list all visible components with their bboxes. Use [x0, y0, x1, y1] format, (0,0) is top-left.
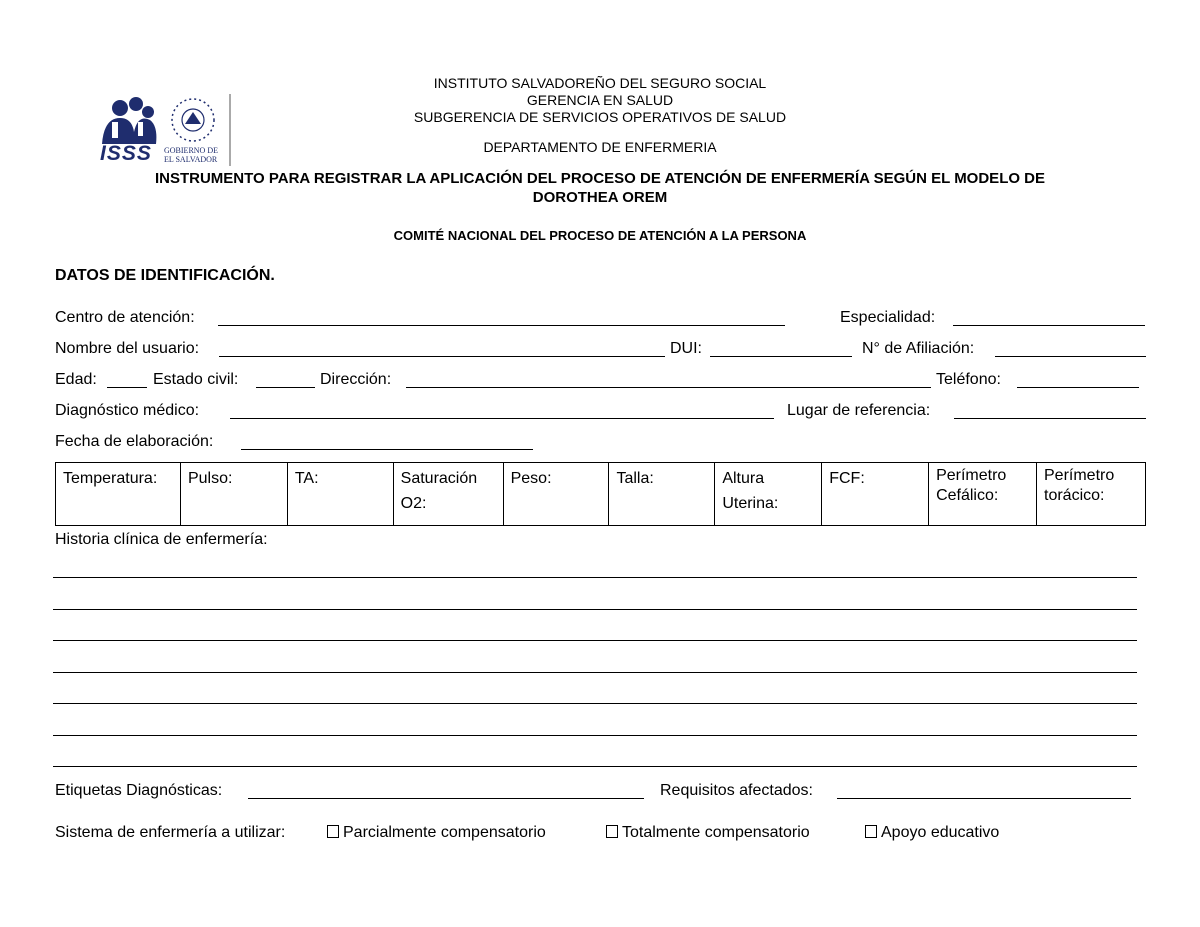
field-nombre[interactable] [219, 356, 665, 357]
historia-line[interactable] [53, 703, 1137, 704]
vital-label: Perímetro [936, 467, 1007, 484]
vital-cell[interactable] [929, 463, 1037, 526]
label-historia: Historia clínica de enfermería: [55, 531, 268, 548]
field-afiliacion[interactable] [995, 356, 1146, 357]
committee-title: COMITÉ NACIONAL DEL PROCESO DE ATENCIÓN A LA PERSONA [393, 228, 807, 243]
checkbox-icon[interactable] [865, 825, 877, 838]
label-afiliacion: N° de Afiliación: [862, 340, 975, 357]
field-telefono[interactable] [1017, 387, 1139, 388]
field-direccion[interactable] [406, 387, 931, 388]
option-parcial[interactable] [327, 823, 546, 843]
historia-line[interactable] [53, 609, 1137, 610]
gov-logo-text-2: EL SALVADOR [164, 155, 218, 164]
header-gerencia: GERENCIA EN SALUD [526, 92, 674, 108]
label-lugar-referencia: Lugar de referencia: [787, 402, 931, 419]
field-centro[interactable] [218, 325, 785, 326]
historia-line[interactable] [53, 766, 1137, 767]
vital-cell[interactable] [609, 463, 715, 526]
label-centro: Centro de atención: [55, 309, 195, 326]
header-institution: INSTITUTO SALVADOREÑO DEL SEGURO SOCIAL [433, 75, 767, 91]
vital-cell[interactable] [393, 463, 503, 526]
vital-cell[interactable] [287, 463, 393, 526]
vital-label-2: torácico: [1044, 487, 1105, 504]
form-title-line2: DOROTHEA OREM [532, 189, 668, 206]
gov-logo-text-1: GOBIERNO DE [164, 146, 218, 155]
vital-label: Talla: [616, 470, 654, 487]
option-total-label: Totalmente compensatorio [622, 824, 810, 841]
section-title: DATOS DE IDENTIFICACIÓN. [55, 267, 275, 284]
historia-line[interactable] [53, 735, 1137, 736]
vital-cell[interactable] [715, 463, 822, 526]
field-especialidad[interactable] [953, 325, 1145, 326]
field-etiquetas[interactable] [248, 798, 644, 799]
label-telefono: Teléfono: [936, 371, 1001, 388]
field-dui[interactable] [710, 356, 852, 357]
label-nombre: Nombre del usuario: [55, 340, 200, 357]
field-estado-civil[interactable] [256, 387, 315, 388]
option-parcial-label: Parcialmente compensatorio [343, 824, 546, 841]
label-especialidad: Especialidad: [840, 309, 936, 326]
vital-label-2: O2: [400, 495, 427, 512]
vital-label: Saturación [400, 470, 478, 487]
vital-label-2: Uterina: [722, 495, 779, 512]
vital-label: Perímetro [1044, 467, 1115, 484]
label-edad: Edad: [55, 371, 97, 388]
vital-label: Altura [722, 470, 765, 487]
historia-line[interactable] [53, 640, 1137, 641]
checkbox-icon[interactable] [327, 825, 339, 838]
label-sistema: Sistema de enfermería a utilizar: [55, 824, 286, 841]
field-diagnostico[interactable] [230, 418, 774, 419]
form-title-line1: INSTRUMENTO PARA REGISTRAR LA APLICACIÓN DEL PROCESO DE ATENCIÓN DE ENFERMERÍA SEGÚN EL MODELO DE [154, 170, 1046, 187]
label-dui: DUI: [670, 340, 702, 357]
label-requisitos: Requisitos afectados: [660, 782, 813, 799]
vital-cell[interactable] [822, 463, 929, 526]
vital-label: Pulso: [187, 470, 233, 487]
vitals-row [56, 463, 1146, 526]
field-edad[interactable] [107, 387, 147, 388]
field-fecha[interactable] [241, 449, 533, 450]
historia-line[interactable] [53, 672, 1137, 673]
vitals-table [55, 462, 1146, 526]
isss-logo-text: ISSS [100, 142, 152, 165]
vital-cell[interactable] [56, 463, 181, 526]
option-apoyo[interactable] [865, 823, 999, 843]
label-fecha: Fecha de elaboración: [55, 433, 214, 450]
header-department: DEPARTAMENTO DE ENFERMERIA [483, 139, 717, 155]
label-etiquetas: Etiquetas Diagnósticas: [55, 782, 223, 799]
checkbox-icon[interactable] [606, 825, 618, 838]
vital-label: TA: [294, 470, 319, 487]
label-direccion: Dirección: [320, 371, 392, 388]
vital-label-2: Cefálico: [936, 487, 999, 504]
option-total[interactable] [606, 823, 810, 843]
label-estado-civil: Estado civil: [153, 371, 239, 388]
field-requisitos[interactable] [837, 798, 1131, 799]
vital-cell[interactable] [1037, 463, 1146, 526]
label-diagnostico: Diagnóstico médico: [55, 402, 200, 419]
vital-cell[interactable] [503, 463, 609, 526]
field-lugar-referencia[interactable] [954, 418, 1146, 419]
vital-label: Temperatura: [63, 470, 158, 487]
vital-cell[interactable] [180, 463, 287, 526]
option-apoyo-label: Apoyo educativo [881, 824, 1000, 841]
vital-label: FCF: [829, 470, 865, 487]
header-subgerencia: SUBGERENCIA DE SERVICIOS OPERATIVOS DE SALUD [413, 109, 787, 125]
vital-label: Peso: [510, 470, 552, 487]
historia-line[interactable] [53, 577, 1137, 578]
